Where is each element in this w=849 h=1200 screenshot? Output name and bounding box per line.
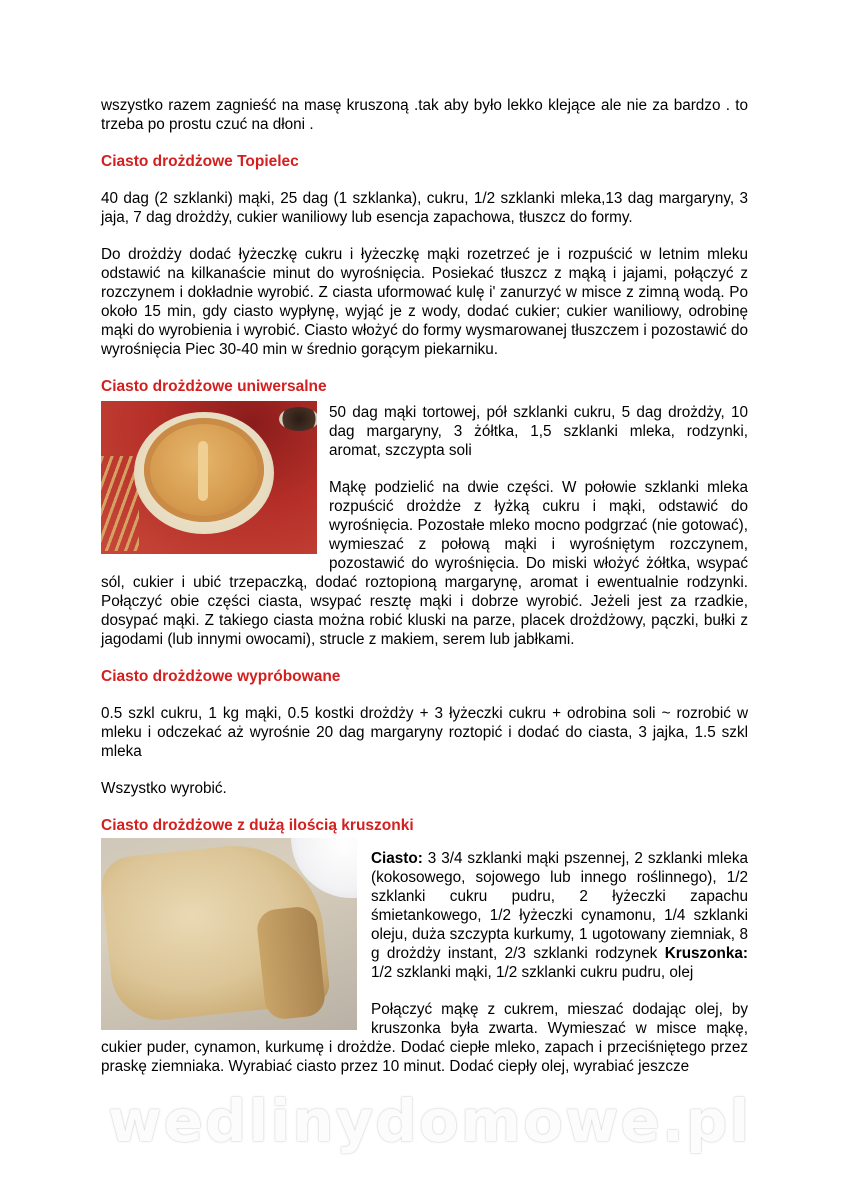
pie-decoration-shape bbox=[198, 441, 208, 501]
dough-text: 3 3/4 szklanki mąki pszennej, 2 szklanki mleka (kokosowego, sojowego lub innego roślinnego), 1/2 szklanki cukru pudru, 2 łyżeczki zapachu śmietankowego, 1/2 łyżeczki cynamonu, 1/4 szklanki oleju, duża szczypta kurkumy, 1 ugotowany ziemniak, 8 g drożdży instant, 2/3 szklanki rodzynek bbox=[371, 850, 748, 962]
recipe-ingredients-uniwersalne: 50 dag mąki tortowej, pół szklanki cukru, 5 dag drożdży, 10 dag margaryny, 3 żółtka, 1,5 szklanki mleka, rodzynki, aromat, szczypta soli bbox=[329, 404, 748, 459]
crumble-cake-photo bbox=[101, 838, 357, 1030]
cake-crust-shape bbox=[255, 905, 326, 1021]
recipe-title-wyprobowane: Ciasto drożdżowe wypróbowane bbox=[101, 668, 341, 685]
recipe-title-kruszonka: Ciasto drożdżowe z dużą ilością kruszonki bbox=[101, 817, 414, 834]
recipe-title-uniwersalne: Ciasto drożdżowe uniwersalne bbox=[101, 378, 327, 395]
raisin-bowl-shape bbox=[279, 407, 317, 431]
recipe-method-wyprobowane: Wszystko wyrobić. bbox=[101, 780, 227, 797]
yeast-cake-photo bbox=[101, 401, 317, 554]
recipe-title-topielec: Ciasto drożdżowe Topielec bbox=[101, 153, 299, 170]
recipe-ingredients-wyprobowane: 0.5 szkl cukru, 1 kg mąki, 0.5 kostki drożdży + 3 łyżeczki cukru + odrobina soli ~ rozrobić w mleku i odczekać aż wyrośnie 20 dag margaryny roztopić i dodać do ciasta, 3 jajka, 1.5 szkl mleka bbox=[101, 705, 748, 760]
crumble-text: 1/2 szklanki mąki, 1/2 szklanki cukru pudru, olej bbox=[371, 964, 694, 981]
recipe-ingredients-topielec: 40 dag (2 szklanki) mąki, 25 dag (1 szklanka), cukru, 1/2 szklanki mleka,13 dag margaryny, 3 jaja, 7 dag drożdży, cukier waniliowy lub esencja zapachowa, tłuszcz do formy. bbox=[101, 190, 748, 226]
crumble-label: Kruszonka: bbox=[664, 945, 748, 962]
recipe-method-uniwersalne: Mąkę podzielić na dwie części. W połowie szklanki mleka rozpuścić drożdże z łyżką cukru i mąki, odstawić do wyrośnięcia. Pozostałe mleko mocno podgrzać (nie gotować), wymieszać z połową mąki i wyrośniętym rozczynem, pozostawić do wyrośnięcia. Do miski włożyć żółtka, wsypać sól, cukier i ubić trzepaczką, dodać roztopioną margarynę, aromat i ewentualnie rodzynki. Połączyć obie części ciasta, wsypać resztę mąki i dobrze wyrobić. Jeżeli jest za rzadkie, dosypać mąki. Z takiego ciasta można robić kluski na parze, placek drożdżowy, pączki, bułki z jagodami (lub innymi owocami), strucle z makiem, serem lub jabłkami. bbox=[101, 479, 748, 648]
intro-paragraph: wszystko razem zagnieść na masę kruszoną .tak aby było lekko klejące ale nie za bardzo . to trzeba po prostu czuć na dłoni . bbox=[101, 97, 748, 133]
recipe-method-topielec: Do drożdży dodać łyżeczkę cukru i łyżeczkę mąki rozetrzeć je i rozpuścić w letnim mleku odstawić na kilkanaście minut do wyrośnięcia. Posiekać tłuszcz z mąką i jajami, połączyć z rozczynem i dokładnie wyrobić. Z ciasta uformować kulę i' zanurzyć w misce z zimną wodą. Po około 15 min, gdy ciasto wypłynę, wyjąć je z wody, dodać cukier; cukier waniliowy, odrobinę mąki do wyrobienia i wyrobić. Ciasto włożyć do formy wysmarowanej tłuszczem i pozostawić do wyrośnięcia Piec 30-40 min w średnio gorącym piekarniku. bbox=[101, 246, 748, 358]
dough-label: Ciasto: bbox=[371, 850, 423, 867]
document-page bbox=[101, 96, 748, 1076]
recipe-method-kruszonka: Połączyć mąkę z cukrem, mieszać dodając olej, by kruszonka była zwarta. Wymieszać w misce mąkę, cukier puder, cynamon, kurkumę i drożdże. Dodać ciepłe mleko, zapach i przeciśniętego przez praskę ziemniaka. Wyrabiać ciasto przez 10 minut. Dodać ciepły olej, wyrabiać jeszcze bbox=[101, 1001, 748, 1075]
site-watermark: wedlinydomowe.pl bbox=[108, 1087, 752, 1155]
